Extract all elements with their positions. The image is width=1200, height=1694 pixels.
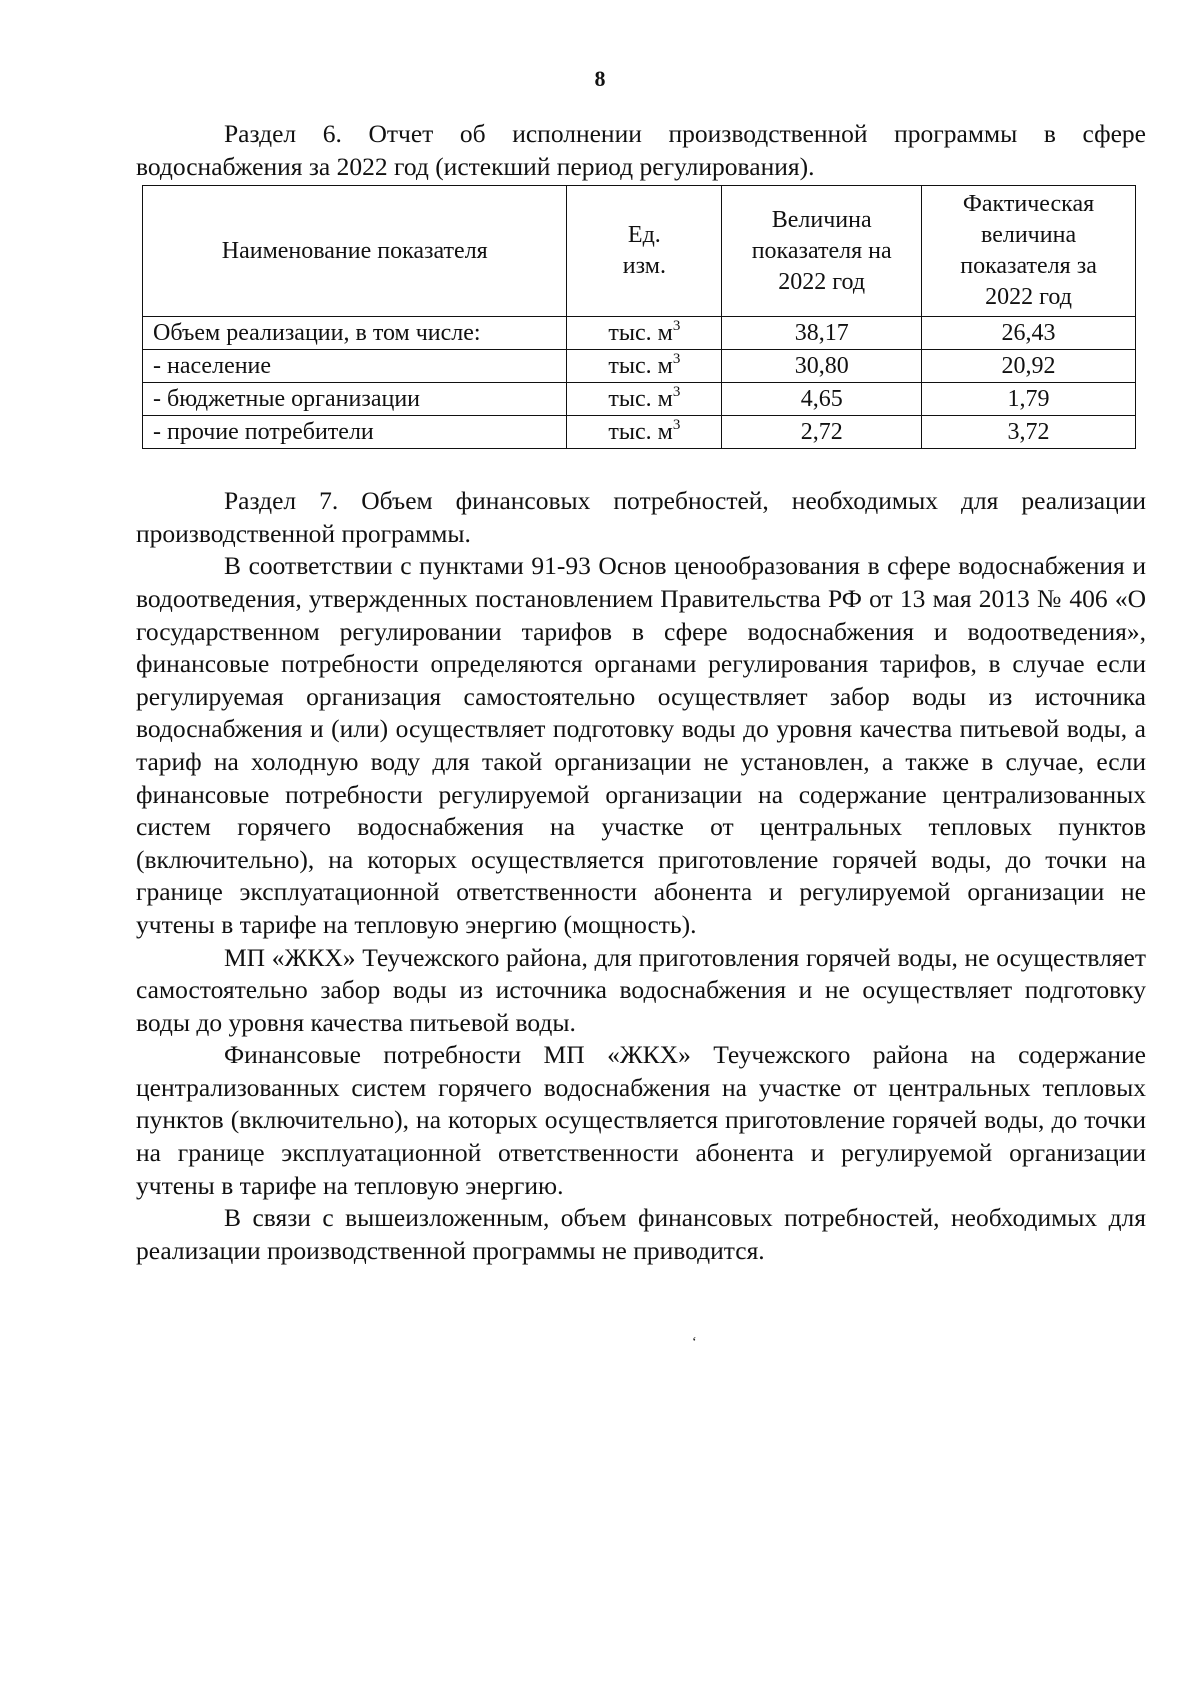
header-actual-line: величина [981,222,1077,249]
table-row [143,350,1136,383]
section-7-paragraph: Финансовые потребности МП «ЖКХ» Теучежского района на содержание централизованных систем горячего водоснабжения на участке от центральных тепловых пунктов (включительно), на которых осуществляется приготовление горячей воды, до точки на границе эксплуатационной ответственности абонента и регулируемой организации учтены в тарифе на тепловую энергию. [136,1040,1146,1200]
table-row [143,416,1136,449]
section-7-title: Раздел 7. Объем финансовых потребностей, необходимых для реализации производственной программы. [136,486,1146,548]
header-unit [567,186,722,317]
header-actual-line: показателя за [960,253,1097,280]
section-7-paragraph: МП «ЖКХ» Теучежского района, для приготовления горячей воды, не осуществляет самостоятельно забор воды из источника водоснабжения и не осуществляет подготовку воды до уровня качества питьевой воды. [136,942,1146,1037]
unit-text: тыс. м [608,353,673,380]
unit-text: тыс. м [608,419,673,446]
row-indicator-name: - бюджетные организации [143,383,567,416]
header-planned-line: 2022 год [778,268,866,295]
row-actual-value: 26,43 [922,317,1136,350]
row-indicator-name: - прочие потребители [143,416,567,449]
unit-text: тыс. м [608,320,673,347]
row-unit [567,350,722,383]
header-indicator-name: Наименование показателя [143,186,567,317]
row-indicator-name: - население [143,350,567,383]
header-actual-line: 2022 год [985,284,1072,311]
unit-exponent: 3 [672,318,681,335]
header-actual-line: Фактическая [962,191,1095,218]
row-indicator-name: Объем реализации, в том числе: [143,317,567,350]
unit-exponent: 3 [672,417,681,434]
row-planned-value: 4,65 [722,383,922,416]
row-unit [567,416,722,449]
header-unit-line: Ед. [627,222,661,249]
production-program-table [142,185,1136,449]
section-6-title: Раздел 6. Отчет об исполнении производственной программы в сфере водоснабжения за 2022 год (истекший период регулирования). [136,119,1146,181]
section-7-paragraph: В связи с вышеизложенным, объем финансовых потребностей, необходимых для реализации производственной программы не приводится. [136,1203,1146,1265]
header-unit-line: изм. [622,253,666,280]
row-planned-value: 30,80 [722,350,922,383]
header-actual-value [922,186,1136,317]
unit-exponent: 3 [672,351,681,368]
header-planned-line: Величина [771,206,872,233]
unit-exponent: 3 [672,384,681,401]
scan-mark: ʻ [692,1335,697,1350]
row-actual-value: 3,72 [922,416,1136,449]
document-body [136,118,1146,1267]
page-number: 8 [594,66,606,91]
row-planned-value: 2,72 [722,416,922,449]
row-planned-value: 38,17 [722,317,922,350]
row-actual-value: 20,92 [922,350,1136,383]
header-planned-value [722,186,922,317]
row-actual-value: 1,79 [922,383,1136,416]
table-row [143,383,1136,416]
table-header-row [143,186,1136,317]
unit-text: тыс. м [608,386,673,413]
row-unit [567,383,722,416]
section-7-paragraph: В соответствии с пунктами 91-93 Основ ценообразования в сфере водоснабжения и водоотведения, утвержденных постановлением Правительства РФ от 13 мая 2013 № 406 «О государственном регулировании тарифов в сфере водоснабжения и водоотведения», финансовые потребности определяются органами регулирования тарифов, в случае если регулируемая организация самостоятельно осуществляет забор воды из источника водоснабжения и (или) осуществляет подготовку воды до уровня качества питьевой воды, а тариф на холодную воду для такой организации не установлен, а также в случае, если финансовые потребности регулируемой организации на содержание централизованных систем горячего водоснабжения на участке от центральных тепловых пунктов (включительно), на которых осуществляется приготовление горячей воды, до точки на границе эксплуатационной ответственности абонента и регулируемой организации не учтены в тарифе на тепловую энергию (мощность). [136,551,1146,939]
header-planned-line: показателя на [751,237,892,264]
table-row [143,317,1136,350]
row-unit [567,317,722,350]
